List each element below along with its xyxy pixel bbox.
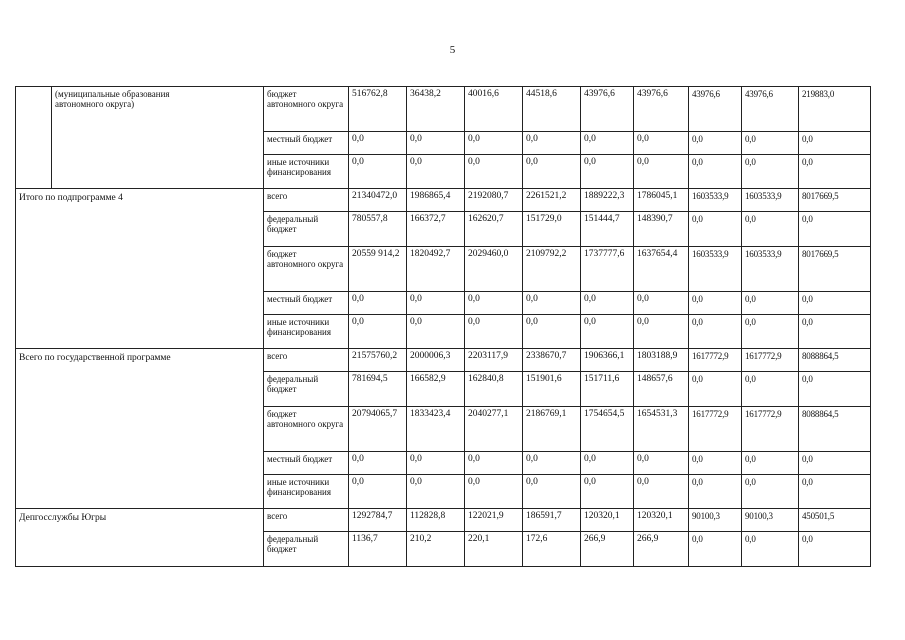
value-cell: 8088864,5 — [799, 407, 871, 452]
value-cell: 0,0 — [689, 532, 742, 567]
value-cell: 1292784,7 — [349, 509, 407, 532]
value-cell: 1889222,3 — [581, 189, 634, 212]
value-cell: 0,0 — [689, 155, 742, 189]
value-cell: 162840,8 — [465, 372, 523, 407]
source-label: местный бюджет — [264, 292, 349, 315]
value-cell: 0,0 — [799, 155, 871, 189]
table-row — [16, 509, 871, 532]
value-cell: 1603533,9 — [689, 247, 742, 292]
value-cell: 0,0 — [799, 475, 871, 509]
value-cell: 148390,7 — [634, 212, 689, 247]
source-label: федеральный бюджет — [264, 372, 349, 407]
value-cell: 0,0 — [465, 155, 523, 189]
value-cell: 2203117,9 — [465, 349, 523, 372]
value-cell: 0,0 — [689, 372, 742, 407]
source-label: местный бюджет — [264, 132, 349, 155]
value-cell: 120320,1 — [634, 509, 689, 532]
municipal-label: (муниципальные образования автономного округа) — [52, 87, 178, 189]
value-cell: 0,0 — [689, 315, 742, 349]
source-label: бюджет автономного округа — [264, 87, 349, 132]
source-label: федеральный бюджет — [264, 532, 349, 567]
value-cell: 0,0 — [407, 155, 465, 189]
value-cell: 20794065,7 — [349, 407, 407, 452]
value-cell: 0,0 — [742, 315, 799, 349]
value-cell: 0,0 — [349, 155, 407, 189]
value-cell: 0,0 — [742, 212, 799, 247]
value-cell: 166582,9 — [407, 372, 465, 407]
value-cell: 0,0 — [407, 475, 465, 509]
value-cell: 210,2 — [407, 532, 465, 567]
value-cell: 2040277,1 — [465, 407, 523, 452]
budget-table — [15, 86, 871, 567]
value-cell: 40016,6 — [465, 87, 523, 132]
value-cell: 266,9 — [634, 532, 689, 567]
value-cell: 0,0 — [742, 372, 799, 407]
value-cell: 0,0 — [523, 292, 581, 315]
value-cell: 2261521,2 — [523, 189, 581, 212]
value-cell: 0,0 — [742, 132, 799, 155]
value-cell: 1906366,1 — [581, 349, 634, 372]
value-cell: 1603533,9 — [689, 189, 742, 212]
value-cell: 1617772,9 — [742, 349, 799, 372]
value-cell: 0,0 — [634, 132, 689, 155]
value-cell: 1820492,7 — [407, 247, 465, 292]
value-cell: 8017669,5 — [799, 247, 871, 292]
value-cell: 0,0 — [581, 315, 634, 349]
value-cell: 1803188,9 — [634, 349, 689, 372]
value-cell: 0,0 — [689, 452, 742, 475]
value-cell: 780557,8 — [349, 212, 407, 247]
value-cell: 0,0 — [634, 452, 689, 475]
value-cell: 8017669,5 — [799, 189, 871, 212]
value-cell: 1737777,6 — [581, 247, 634, 292]
value-cell: 0,0 — [407, 292, 465, 315]
page-number: 5 — [449, 44, 456, 56]
value-cell: 43976,6 — [742, 87, 799, 132]
value-cell: 1754654,5 — [581, 407, 634, 452]
value-cell: 1136,7 — [349, 532, 407, 567]
value-cell: 266,9 — [581, 532, 634, 567]
value-cell: 0,0 — [634, 475, 689, 509]
value-cell: 0,0 — [689, 212, 742, 247]
value-cell: 0,0 — [799, 452, 871, 475]
value-cell: 0,0 — [407, 452, 465, 475]
value-cell: 21340472,0 — [349, 189, 407, 212]
value-cell: 0,0 — [799, 315, 871, 349]
indent-cell — [16, 87, 52, 189]
value-cell: 0,0 — [349, 132, 407, 155]
value-cell: 0,0 — [742, 292, 799, 315]
value-cell: 43976,6 — [689, 87, 742, 132]
value-cell: 1833423,4 — [407, 407, 465, 452]
value-cell: 0,0 — [523, 315, 581, 349]
value-cell: 112828,8 — [407, 509, 465, 532]
value-cell: 0,0 — [634, 315, 689, 349]
value-cell: 219883,0 — [799, 87, 871, 132]
source-label: всего — [264, 189, 349, 212]
value-cell: 0,0 — [465, 475, 523, 509]
value-cell: 516762,8 — [349, 87, 407, 132]
value-cell: 0,0 — [689, 132, 742, 155]
value-cell: 2338670,7 — [523, 349, 581, 372]
value-cell: 0,0 — [799, 292, 871, 315]
value-cell: 148657,6 — [634, 372, 689, 407]
group-title: Всего по государственной программе — [16, 349, 264, 509]
value-cell: 2186769,1 — [523, 407, 581, 452]
value-cell: 0,0 — [465, 292, 523, 315]
value-cell: 781694,5 — [349, 372, 407, 407]
table-row — [16, 349, 871, 372]
value-cell: 36438,2 — [407, 87, 465, 132]
value-cell: 0,0 — [523, 452, 581, 475]
value-cell: 122021,9 — [465, 509, 523, 532]
value-cell: 166372,7 — [407, 212, 465, 247]
value-cell: 0,0 — [465, 452, 523, 475]
value-cell: 2192080,7 — [465, 189, 523, 212]
value-cell: 2000006,3 — [407, 349, 465, 372]
value-cell: 2109792,2 — [523, 247, 581, 292]
value-cell: 151444,7 — [581, 212, 634, 247]
value-cell: 0,0 — [742, 532, 799, 567]
value-cell: 0,0 — [465, 315, 523, 349]
source-label: иные источники финансирования — [264, 315, 349, 349]
group-title: Итого по подпрограмме 4 — [16, 189, 264, 349]
value-cell: 151711,6 — [581, 372, 634, 407]
value-cell: 0,0 — [799, 372, 871, 407]
value-cell: 220,1 — [465, 532, 523, 567]
source-label: всего — [264, 349, 349, 372]
value-cell: 0,0 — [523, 475, 581, 509]
value-cell: 0,0 — [799, 132, 871, 155]
value-cell: 1617772,9 — [689, 407, 742, 452]
value-cell: 44518,6 — [523, 87, 581, 132]
value-cell: 1603533,9 — [742, 247, 799, 292]
value-cell: 43976,6 — [634, 87, 689, 132]
value-cell: 0,0 — [523, 132, 581, 155]
value-cell: 0,0 — [799, 532, 871, 567]
table-body — [16, 87, 871, 567]
table-row — [16, 87, 871, 132]
value-cell: 20559 914,2 — [349, 247, 407, 292]
value-cell: 0,0 — [349, 452, 407, 475]
value-cell: 151901,6 — [523, 372, 581, 407]
value-cell: 0,0 — [349, 292, 407, 315]
value-cell: 0,0 — [407, 315, 465, 349]
value-cell: 172,6 — [523, 532, 581, 567]
source-label: бюджет автономного округа — [264, 247, 349, 292]
table-row — [16, 189, 871, 212]
value-cell: 21575760,2 — [349, 349, 407, 372]
value-cell: 0,0 — [742, 452, 799, 475]
value-cell: 1786045,1 — [634, 189, 689, 212]
value-cell: 0,0 — [465, 132, 523, 155]
value-cell: 0,0 — [634, 292, 689, 315]
source-label: бюджет автономного округа — [264, 407, 349, 452]
value-cell: 90100,3 — [689, 509, 742, 532]
source-label: всего — [264, 509, 349, 532]
value-cell: 0,0 — [523, 155, 581, 189]
value-cell: 0,0 — [581, 475, 634, 509]
value-cell: 186591,7 — [523, 509, 581, 532]
source-label: местный бюджет — [264, 452, 349, 475]
value-cell: 0,0 — [581, 452, 634, 475]
source-label: федеральный бюджет — [264, 212, 349, 247]
source-label: иные источники финансирования — [264, 155, 349, 189]
value-cell: 162620,7 — [465, 212, 523, 247]
value-cell: 450501,5 — [799, 509, 871, 532]
value-cell: 0,0 — [689, 475, 742, 509]
value-cell: 1986865,4 — [407, 189, 465, 212]
value-cell: 43976,6 — [581, 87, 634, 132]
value-cell: 151729,0 — [523, 212, 581, 247]
value-cell: 1637654,4 — [634, 247, 689, 292]
value-cell: 0,0 — [581, 292, 634, 315]
value-cell: 0,0 — [407, 132, 465, 155]
group-title: Депгосслужбы Югры — [16, 509, 264, 567]
value-cell: 0,0 — [581, 155, 634, 189]
value-cell: 0,0 — [742, 475, 799, 509]
value-cell: 8088864,5 — [799, 349, 871, 372]
value-cell: 0,0 — [349, 475, 407, 509]
value-cell: 0,0 — [581, 132, 634, 155]
value-cell: 0,0 — [349, 315, 407, 349]
value-cell: 1603533,9 — [742, 189, 799, 212]
value-cell: 1617772,9 — [742, 407, 799, 452]
value-cell: 2029460,0 — [465, 247, 523, 292]
value-cell: 0,0 — [742, 155, 799, 189]
value-cell: 0,0 — [799, 212, 871, 247]
value-cell: 1617772,9 — [689, 349, 742, 372]
value-cell: 0,0 — [634, 155, 689, 189]
spacer-cell — [178, 87, 264, 189]
value-cell: 1654531,3 — [634, 407, 689, 452]
source-label: иные источники финансирования — [264, 475, 349, 509]
value-cell: 90100,3 — [742, 509, 799, 532]
value-cell: 0,0 — [689, 292, 742, 315]
value-cell: 120320,1 — [581, 509, 634, 532]
